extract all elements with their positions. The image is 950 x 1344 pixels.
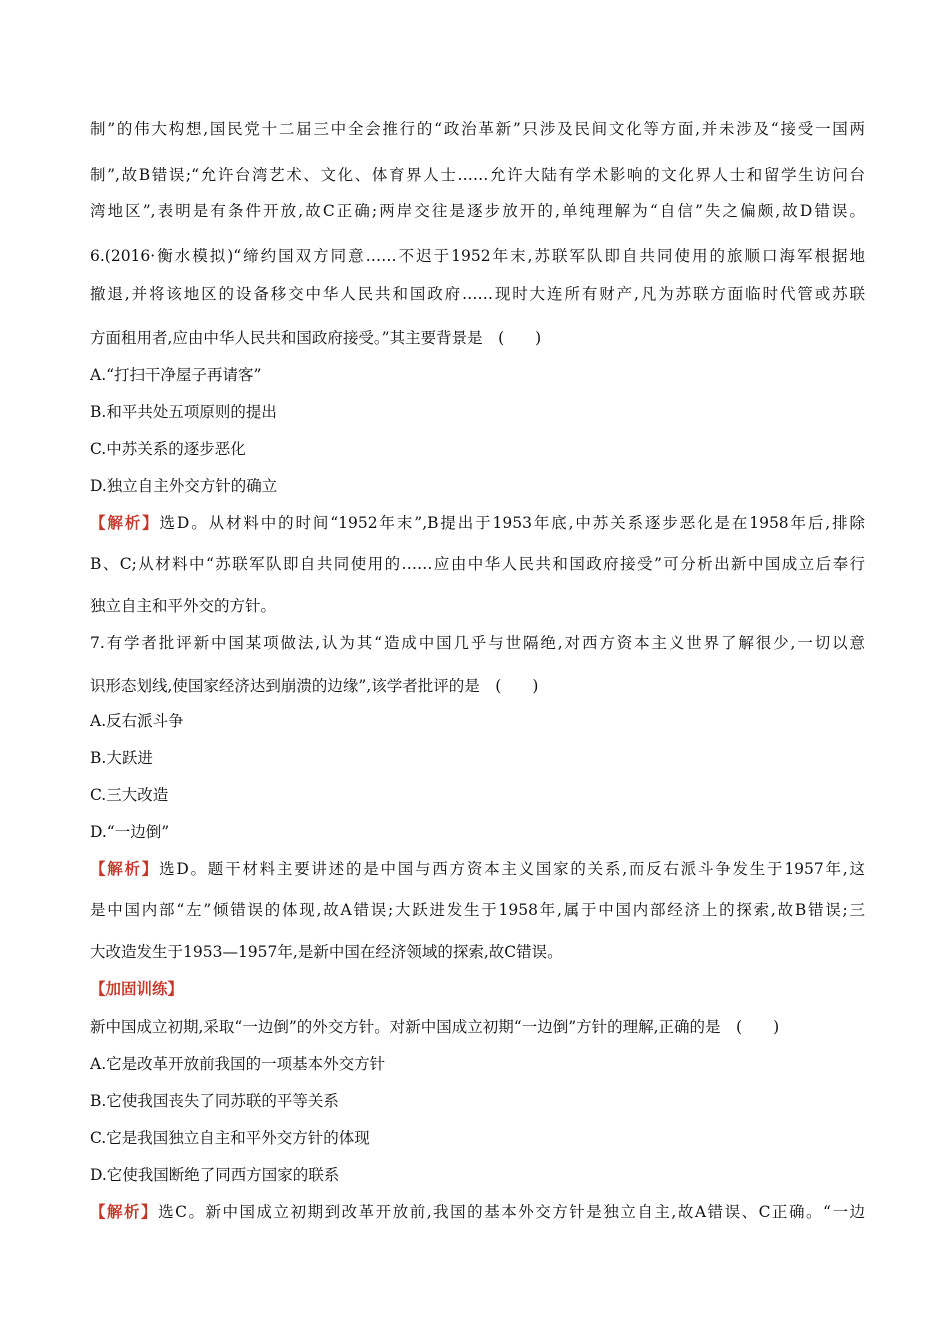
- question-6-stem: 方面租用者,应由中华人民共和国政府接受。”其主要背景是 ( ): [90, 329, 542, 347]
- question-7-stem: 识形态划线,使国家经济达到崩溃的边缘”,该学者批评的是 ( ): [90, 677, 539, 695]
- question-7-option-b: B.大跃进: [90, 749, 153, 767]
- question-6-analysis: 【解析】选D。从材料中的时间“1952年末”,B提出于1953年底,中苏关系逐步恶化是在1958年后,排除: [90, 513, 865, 532]
- reinforce-heading: 【加固训练】: [90, 979, 184, 998]
- question-7-analysis: 大改造发生于1953—1957年,是新中国在经济领域的探索,故C错误。: [90, 943, 563, 961]
- question-6-analysis: 独立自主和平外交的方针。: [90, 597, 277, 615]
- question-6-option-b: B.和平共处五项原则的提出: [90, 403, 277, 421]
- reinforce-option-d: D.它使我国断绝了同西方国家的联系: [90, 1166, 340, 1184]
- reinforce-option-c: C.它是我国独立自主和平外交方针的体现: [90, 1129, 370, 1147]
- question-7-option-d: D.“一边倒”: [90, 823, 170, 841]
- reinforce-option-b: B.它使我国丧失了同苏联的平等关系: [90, 1092, 339, 1110]
- question-7-stem: 7.有学者批评新中国某项做法,认为其“造成中国几乎与世隔绝,对西方资本主义世界了解很少,一切以意: [90, 634, 865, 652]
- question-6-option-c: C.中苏关系的逐步恶化: [90, 440, 246, 458]
- analysis-tag: 【解析】: [90, 513, 160, 532]
- reinforce-option-a: A.它是改革开放前我国的一项基本外交方针: [90, 1055, 386, 1073]
- question-7-option-c: C.三大改造: [90, 786, 169, 804]
- question-6-option-d: D.独立自主外交方针的确立: [90, 477, 278, 495]
- question-6-stem: 6.(2016·衡水模拟)“缔约国双方同意……不迟于1952年末,苏联军队即自共同使用的旅顺口海军根据地: [90, 247, 865, 265]
- reinforce-analysis: 【解析】选C。新中国成立初期到改革开放前,我国的基本外交方针是独立自主,故A错误、C正确。“一边: [90, 1202, 865, 1221]
- reinforce-stem: 新中国成立初期,采取“一边倒”的外交方针。对新中国成立初期“一边倒”方针的理解,正确的是 ( ): [90, 1018, 780, 1036]
- text-line: 制”的伟大构想,国民党十二届三中全会推行的“政治革新”只涉及民间文化等方面,并未涉及“接受一国两: [90, 120, 865, 138]
- question-7-analysis: 是中国内部“左”倾错误的体现,故A错误;大跃进发生于1958年,属于中国内部经济上的探索,故B错误;三: [90, 901, 865, 919]
- question-6-option-a: A.“打扫干净屋子再请客”: [90, 366, 262, 384]
- analysis-tag: 【解析】: [90, 859, 160, 878]
- question-6-stem: 撤退,并将该地区的设备移交中华人民共和国政府……现时大连所有财产,凡为苏联方面临时代管或苏联: [90, 285, 865, 303]
- text-line: 湾地区”,表明是有条件开放,故C正确;两岸交往是逐步放开的,单纯理解为“自信”失之偏颇,故D错误。: [90, 202, 865, 220]
- question-7-analysis: 【解析】选D。题干材料主要讲述的是中国与西方资本主义国家的关系,而反右派斗争发生于1957年,这: [90, 859, 865, 878]
- question-6-analysis: B、C;从材料中“苏联军队即自共同使用的……应由中华人民共和国政府接受”可分析出新中国成立后奉行: [90, 555, 865, 573]
- question-7-option-a: A.反右派斗争: [90, 712, 184, 730]
- text-line: 制”,故B错误;“允许台湾艺术、文化、体育界人士……允许大陆有学术影响的文化界人士和留学生访问台: [90, 166, 865, 184]
- analysis-tag: 【解析】: [90, 1202, 159, 1221]
